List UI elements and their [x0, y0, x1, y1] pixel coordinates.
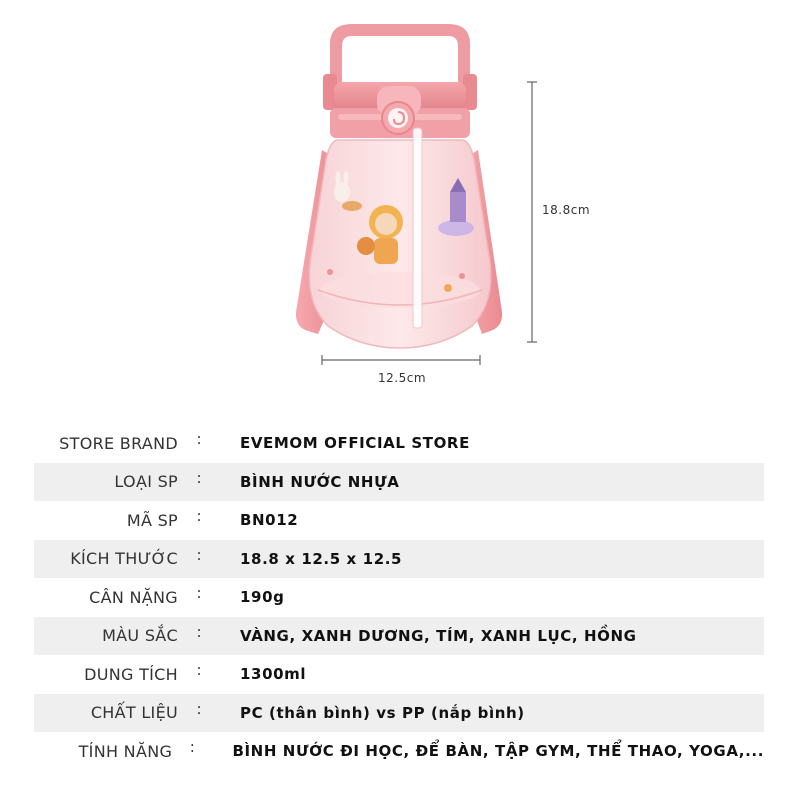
spec-value: 18.8 x 12.5 x 12.5 — [240, 549, 403, 568]
spec-label: MÀU SẮC — [102, 626, 178, 646]
spec-value: VÀNG, XANH DƯƠNG, TÍM, XANH LỤC, HỒNG — [240, 626, 637, 645]
spec-label: DUNG TÍCH — [84, 664, 178, 684]
spec-colon: : — [196, 545, 202, 564]
spec-row-weight — [34, 578, 764, 617]
spec-value: PC (thân bình) vs PP (nắp bình) — [240, 703, 525, 722]
spec-label: CÂN NẶNG — [89, 587, 178, 607]
spec-colon: : — [196, 661, 202, 680]
spec-label: MÃ SP — [126, 510, 178, 530]
spec-row-colors — [34, 617, 764, 656]
spec-colon: : — [196, 468, 202, 487]
spec-colon: : — [196, 430, 202, 449]
spec-colon: : — [196, 507, 202, 526]
spec-row-features — [34, 732, 764, 771]
spec-colon: : — [196, 584, 202, 603]
height-dimension-line — [527, 82, 537, 342]
spec-row-size — [34, 540, 764, 579]
spec-value: BÌNH NƯỚC ĐI HỌC, ĐỂ BÀN, TẬP GYM, THỂ THAO, YOGA,... — [232, 742, 764, 761]
width-dimension-line — [322, 355, 480, 365]
spec-row-product-type — [34, 463, 764, 502]
bottle-body — [309, 140, 491, 348]
spec-table — [34, 424, 764, 771]
width-label: 12.5cm — [378, 371, 427, 385]
spec-label: LOẠI SP — [114, 472, 178, 492]
spec-row-material — [34, 694, 764, 733]
bottle-handle — [330, 24, 470, 92]
spec-value: BÌNH NƯỚC NHỰA — [240, 472, 400, 491]
spec-row-product-code — [34, 501, 764, 540]
spec-value: 1300ml — [240, 665, 307, 684]
spec-colon: : — [196, 699, 202, 718]
spec-colon: : — [196, 622, 202, 641]
spec-label: STORE BRAND — [59, 433, 178, 453]
spec-label: KÍCH THƯỚC — [70, 549, 178, 569]
spec-value: BN012 — [240, 511, 299, 530]
spec-label: TÍNH NĂNG — [78, 741, 173, 761]
spec-value: 190g — [240, 588, 285, 607]
spec-row-capacity — [34, 655, 764, 694]
spec-value: EVEMOM OFFICIAL STORE — [240, 434, 470, 453]
height-label: 18.8cm — [542, 203, 591, 217]
spec-label: CHẤT LIỆU — [90, 703, 178, 723]
spec-colon: : — [189, 738, 195, 757]
spec-row-store-brand — [34, 424, 764, 463]
